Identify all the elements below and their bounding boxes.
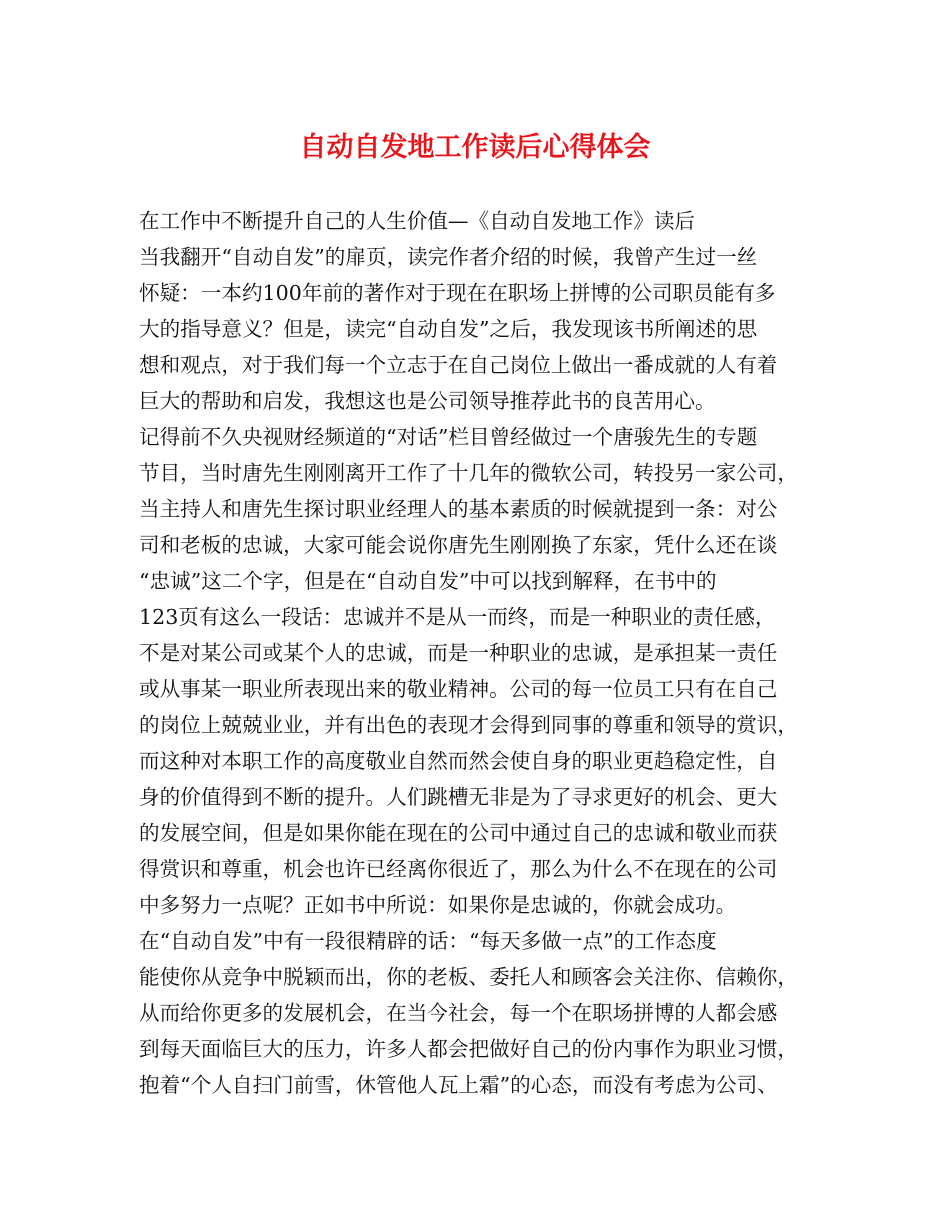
text-line: 节目，当时唐先生刚刚离开工作了十几年的微软公司，转投另一家公司， — [139, 461, 798, 485]
text-line: 在“自动自发”中有一段很精辟的话：“每天多做一点”的工作态度 — [139, 929, 717, 953]
text-line: 司和老板的忠诚，大家可能会说你唐先生刚刚换了东家，凭什么还在谈 — [139, 533, 778, 557]
text-line: 到每天面临巨大的压力，许多人都会把做好自己的份内事作为职业习惯， — [139, 1037, 798, 1061]
text-line: 从而给你更多的发展机会，在当今社会，每一个在职场拼博的人都会感 — [139, 1001, 778, 1025]
text-line: 在工作中不断提升自己的人生价值—《自动自发地工作》读后 — [139, 209, 696, 233]
text-line: 当我翻开“自动自发”的扉页，读完作者介绍的时候，我曾产生过一丝 — [139, 245, 758, 269]
text-line: 的岗位上兢兢业业，并有出色的表现才会得到同事的尊重和领导的赏识， — [139, 713, 798, 737]
text-line: 怀疑：一本约100年前的著作对于现在在职场上拼博的公司职员能有多 — [139, 281, 776, 305]
text-line: 能使你从竞争中脱颖而出，你的老板、委托人和顾客会关注你、信赖你， — [139, 965, 798, 989]
document-body — [139, 203, 829, 1103]
text-line: 的发展空间，但是如果你能在现在的公司中通过自己的忠诚和敬业而获 — [139, 821, 778, 845]
text-line: “忠诚”这二个字，但是在“自动自发”中可以找到解释，在书中的 — [139, 569, 717, 593]
text-line: 123页有这么一段话：忠诚并不是从一而终，而是一种职业的责任感， — [139, 605, 776, 629]
text-line: 巨大的帮助和启发，我想这也是公司领导推荐此书的良苦用心。 — [139, 389, 716, 413]
text-line: 身的价值得到不断的提升。人们跳槽无非是为了寻求更好的机会、更大 — [139, 785, 778, 809]
text-line: 记得前不久央视财经频道的“对话”栏目曾经做过一个唐骏先生的专题 — [139, 425, 758, 449]
document-title: 自动自发地工作读后心得体会 — [299, 132, 651, 163]
text-line: 当主持人和唐先生探讨职业经理人的基本素质的时候就提到一条：对公 — [139, 497, 778, 521]
text-line: 而这种对本职工作的高度敬业自然而然会使自身的职业更趋稳定性，自 — [139, 749, 778, 773]
text-line: 中多努力一点呢？正如书中所说：如果你是忠诚的，你就会成功。 — [139, 893, 737, 917]
text-line: 想和观点，对于我们每一个立志于在自己岗位上做出一番成就的人有着 — [139, 353, 778, 377]
text-line: 或从事某一职业所表现出来的敬业精神。公司的每一位员工只有在自己 — [139, 677, 778, 701]
text-line: 抱着“个人自扫门前雪，休管他人瓦上霜”的心态，而没有考虑为公司、 — [139, 1073, 778, 1097]
text-line: 不是对某公司或某个人的忠诚，而是一种职业的忠诚，是承担某一责任 — [139, 641, 778, 665]
text-line: 大的指导意义？但是，读完“自动自发”之后，我发现该书所阐述的思 — [139, 317, 758, 341]
text-line: 得赏识和尊重，机会也许已经离你很近了，那么为什么不在现在的公司 — [139, 857, 778, 881]
